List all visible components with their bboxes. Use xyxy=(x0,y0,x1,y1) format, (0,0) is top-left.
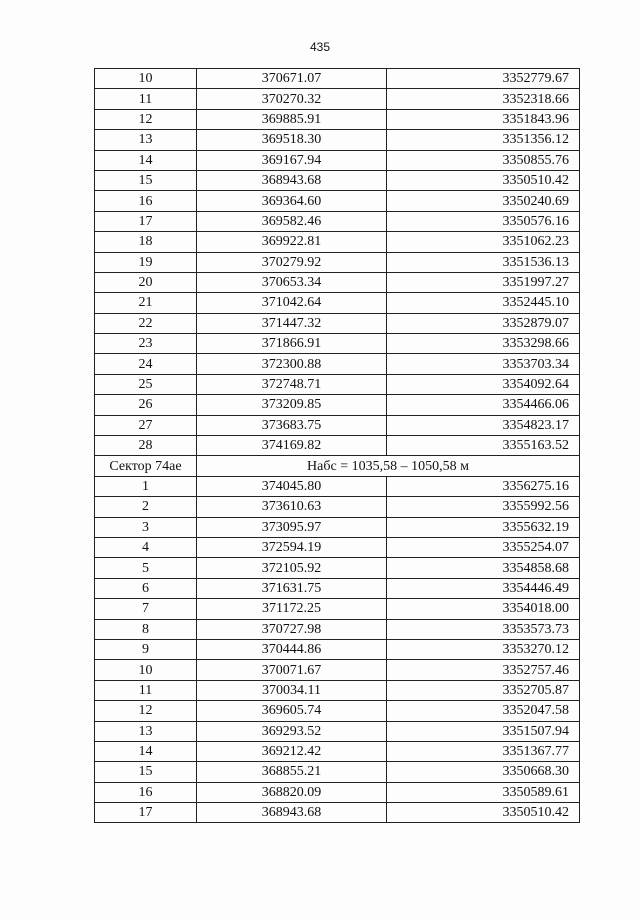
table-row xyxy=(95,232,580,252)
x-coordinate-cell: 370034.11 xyxy=(197,680,387,700)
table-row xyxy=(95,517,580,537)
x-coordinate-cell: 369167.94 xyxy=(197,150,387,170)
y-coordinate-cell: 3354446.49 xyxy=(387,578,580,598)
point-number-cell: 25 xyxy=(95,374,197,394)
table-row xyxy=(95,395,580,415)
point-number-cell: 16 xyxy=(95,191,197,211)
table-row xyxy=(95,762,580,782)
table-row xyxy=(95,313,580,333)
x-coordinate-cell: 370270.32 xyxy=(197,89,387,109)
x-coordinate-cell: 369518.30 xyxy=(197,130,387,150)
table-row xyxy=(95,476,580,496)
point-number-cell: 27 xyxy=(95,415,197,435)
point-number-cell: 17 xyxy=(95,803,197,823)
y-coordinate-cell: 3355254.07 xyxy=(387,537,580,557)
point-number-cell: 22 xyxy=(95,313,197,333)
x-coordinate-cell: 371866.91 xyxy=(197,334,387,354)
coordinates-table xyxy=(94,68,580,823)
y-coordinate-cell: 3352445.10 xyxy=(387,293,580,313)
sector-height-range: Набс = 1035,58 – 1050,58 м xyxy=(197,456,580,476)
y-coordinate-cell: 3355992.56 xyxy=(387,497,580,517)
sector-label: Сектор 74ае xyxy=(95,456,197,476)
point-number-cell: 7 xyxy=(95,599,197,619)
table-row xyxy=(95,415,580,435)
point-number-cell: 11 xyxy=(95,89,197,109)
table-row xyxy=(95,272,580,292)
x-coordinate-cell: 370279.92 xyxy=(197,252,387,272)
table-row xyxy=(95,782,580,802)
x-coordinate-cell: 373209.85 xyxy=(197,395,387,415)
y-coordinate-cell: 3353270.12 xyxy=(387,639,580,659)
point-number-cell: 24 xyxy=(95,354,197,374)
point-number-cell: 2 xyxy=(95,497,197,517)
x-coordinate-cell: 373095.97 xyxy=(197,517,387,537)
sector-row xyxy=(95,456,580,476)
x-coordinate-cell: 370727.98 xyxy=(197,619,387,639)
table-row xyxy=(95,639,580,659)
point-number-cell: 12 xyxy=(95,701,197,721)
x-coordinate-cell: 373610.63 xyxy=(197,497,387,517)
point-number-cell: 15 xyxy=(95,762,197,782)
table-row xyxy=(95,334,580,354)
point-number-cell: 20 xyxy=(95,272,197,292)
y-coordinate-cell: 3353573.73 xyxy=(387,619,580,639)
y-coordinate-cell: 3352779.67 xyxy=(387,69,580,89)
x-coordinate-cell: 371042.64 xyxy=(197,293,387,313)
y-coordinate-cell: 3353703.34 xyxy=(387,354,580,374)
x-coordinate-cell: 374045.80 xyxy=(197,476,387,496)
point-number-cell: 12 xyxy=(95,109,197,129)
point-number-cell: 15 xyxy=(95,170,197,190)
y-coordinate-cell: 3354092.64 xyxy=(387,374,580,394)
y-coordinate-cell: 3351997.27 xyxy=(387,272,580,292)
x-coordinate-cell: 370653.34 xyxy=(197,272,387,292)
table-row xyxy=(95,109,580,129)
table-row xyxy=(95,150,580,170)
table-row xyxy=(95,537,580,557)
table-body-part-1 xyxy=(95,69,580,456)
x-coordinate-cell: 369364.60 xyxy=(197,191,387,211)
y-coordinate-cell: 3350589.61 xyxy=(387,782,580,802)
y-coordinate-cell: 3354466.06 xyxy=(387,395,580,415)
y-coordinate-cell: 3351356.12 xyxy=(387,130,580,150)
x-coordinate-cell: 372300.88 xyxy=(197,354,387,374)
point-number-cell: 11 xyxy=(95,680,197,700)
point-number-cell: 10 xyxy=(95,660,197,680)
point-number-cell: 13 xyxy=(95,721,197,741)
table-row xyxy=(95,660,580,680)
x-coordinate-cell: 369885.91 xyxy=(197,109,387,129)
x-coordinate-cell: 372748.71 xyxy=(197,374,387,394)
x-coordinate-cell: 368943.68 xyxy=(197,803,387,823)
y-coordinate-cell: 3353298.66 xyxy=(387,334,580,354)
y-coordinate-cell: 3350240.69 xyxy=(387,191,580,211)
x-coordinate-cell: 368855.21 xyxy=(197,762,387,782)
y-coordinate-cell: 3352879.07 xyxy=(387,313,580,333)
x-coordinate-cell: 372105.92 xyxy=(197,558,387,578)
y-coordinate-cell: 3352047.58 xyxy=(387,701,580,721)
table-row xyxy=(95,497,580,517)
table-row xyxy=(95,619,580,639)
x-coordinate-cell: 373683.75 xyxy=(197,415,387,435)
y-coordinate-cell: 3356275.16 xyxy=(387,476,580,496)
x-coordinate-cell: 369605.74 xyxy=(197,701,387,721)
table-row xyxy=(95,599,580,619)
y-coordinate-cell: 3350668.30 xyxy=(387,762,580,782)
y-coordinate-cell: 3351367.77 xyxy=(387,741,580,761)
point-number-cell: 6 xyxy=(95,578,197,598)
point-number-cell: 3 xyxy=(95,517,197,537)
x-coordinate-cell: 369582.46 xyxy=(197,211,387,231)
point-number-cell: 8 xyxy=(95,619,197,639)
sector-header xyxy=(95,456,580,476)
table-row xyxy=(95,89,580,109)
point-number-cell: 10 xyxy=(95,69,197,89)
point-number-cell: 28 xyxy=(95,436,197,456)
table-row xyxy=(95,680,580,700)
table-row xyxy=(95,803,580,823)
table-row xyxy=(95,170,580,190)
y-coordinate-cell: 3352318.66 xyxy=(387,89,580,109)
y-coordinate-cell: 3354823.17 xyxy=(387,415,580,435)
page-number: 435 xyxy=(309,40,331,54)
table-row xyxy=(95,69,580,89)
point-number-cell: 18 xyxy=(95,232,197,252)
x-coordinate-cell: 369212.42 xyxy=(197,741,387,761)
x-coordinate-cell: 371631.75 xyxy=(197,578,387,598)
y-coordinate-cell: 3350510.42 xyxy=(387,803,580,823)
point-number-cell: 16 xyxy=(95,782,197,802)
y-coordinate-cell: 3350576.16 xyxy=(387,211,580,231)
x-coordinate-cell: 369922.81 xyxy=(197,232,387,252)
x-coordinate-cell: 372594.19 xyxy=(197,537,387,557)
point-number-cell: 26 xyxy=(95,395,197,415)
point-number-cell: 23 xyxy=(95,334,197,354)
point-number-cell: 9 xyxy=(95,639,197,659)
y-coordinate-cell: 3352757.46 xyxy=(387,660,580,680)
point-number-cell: 14 xyxy=(95,741,197,761)
y-coordinate-cell: 3350510.42 xyxy=(387,170,580,190)
point-number-cell: 5 xyxy=(95,558,197,578)
y-coordinate-cell: 3355632.19 xyxy=(387,517,580,537)
point-number-cell: 21 xyxy=(95,293,197,313)
table-body-part-2 xyxy=(95,476,580,823)
x-coordinate-cell: 369293.52 xyxy=(197,721,387,741)
table-row xyxy=(95,211,580,231)
table-row xyxy=(95,741,580,761)
y-coordinate-cell: 3351062.23 xyxy=(387,232,580,252)
table-row xyxy=(95,293,580,313)
y-coordinate-cell: 3350855.76 xyxy=(387,150,580,170)
x-coordinate-cell: 370071.67 xyxy=(197,660,387,680)
y-coordinate-cell: 3355163.52 xyxy=(387,436,580,456)
y-coordinate-cell: 3351843.96 xyxy=(387,109,580,129)
point-number-cell: 17 xyxy=(95,211,197,231)
x-coordinate-cell: 370444.86 xyxy=(197,639,387,659)
table-row xyxy=(95,721,580,741)
y-coordinate-cell: 3351536.13 xyxy=(387,252,580,272)
point-number-cell: 1 xyxy=(95,476,197,496)
table-row xyxy=(95,578,580,598)
x-coordinate-cell: 368820.09 xyxy=(197,782,387,802)
y-coordinate-cell: 3351507.94 xyxy=(387,721,580,741)
point-number-cell: 4 xyxy=(95,537,197,557)
table-row xyxy=(95,558,580,578)
table-row xyxy=(95,701,580,721)
x-coordinate-cell: 374169.82 xyxy=(197,436,387,456)
x-coordinate-cell: 368943.68 xyxy=(197,170,387,190)
table-row xyxy=(95,252,580,272)
point-number-cell: 13 xyxy=(95,130,197,150)
y-coordinate-cell: 3354018.00 xyxy=(387,599,580,619)
x-coordinate-cell: 371447.32 xyxy=(197,313,387,333)
x-coordinate-cell: 370671.07 xyxy=(197,69,387,89)
point-number-cell: 19 xyxy=(95,252,197,272)
table-row xyxy=(95,191,580,211)
table-row xyxy=(95,374,580,394)
y-coordinate-cell: 3354858.68 xyxy=(387,558,580,578)
table-row xyxy=(95,130,580,150)
x-coordinate-cell: 371172.25 xyxy=(197,599,387,619)
table-row xyxy=(95,436,580,456)
y-coordinate-cell: 3352705.87 xyxy=(387,680,580,700)
point-number-cell: 14 xyxy=(95,150,197,170)
table-row xyxy=(95,354,580,374)
